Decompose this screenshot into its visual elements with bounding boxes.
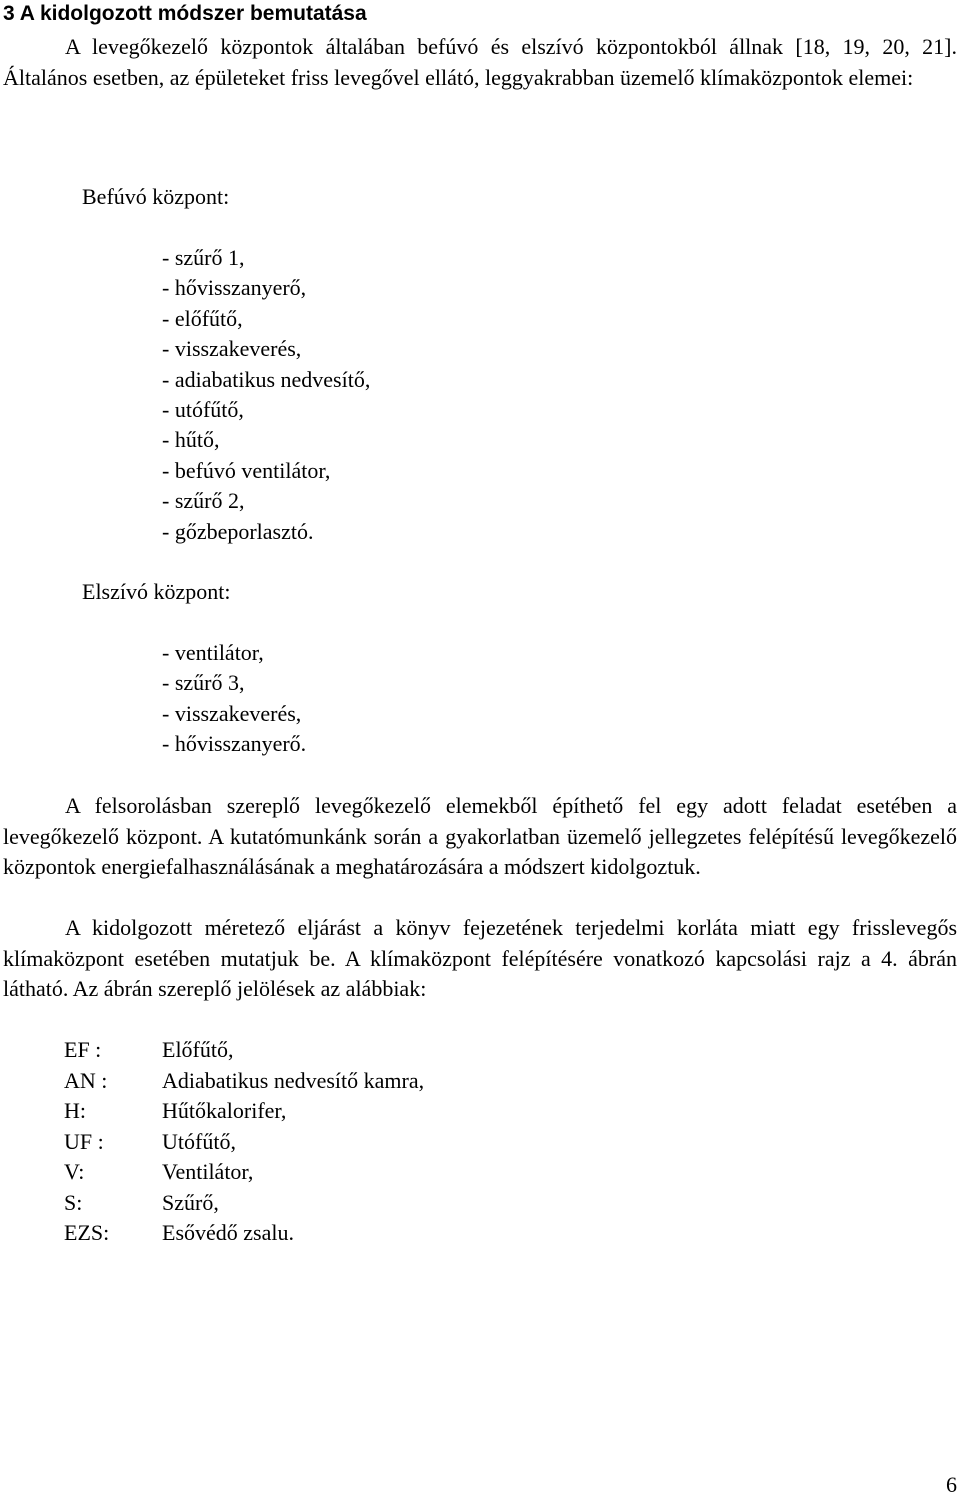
intro-paragraph: A levegőkezelő központok általában befúvó és elszívó központokból állnak [18, 19, 20, 21]. Általános esetben, az épületeket friss levegővel ellátó, leggyakrabban üzemelő klímaközpontok elemei: xyxy=(3,34,957,90)
list-item: - hővisszanyerő. xyxy=(162,731,307,757)
abbreviation-code: V: xyxy=(64,1159,85,1184)
list-item: - szűrő 1, xyxy=(162,245,245,270)
abbreviation-code: H: xyxy=(64,1098,86,1123)
exhaust-unit-label: Elszívó központ: xyxy=(82,579,231,604)
abbreviation-row xyxy=(64,1218,424,1249)
abbreviation-row xyxy=(64,1127,424,1158)
list-item: - szűrő 3, xyxy=(162,670,245,696)
abbreviation-code: UF : xyxy=(64,1128,104,1154)
abbreviation-meaning: Ventilátor, xyxy=(162,1159,254,1184)
list-item: - hűtő, xyxy=(162,427,220,453)
abbreviation-row xyxy=(64,1096,424,1127)
abbreviation-code: EZS: xyxy=(64,1220,110,1245)
list-item: - visszakeverés, xyxy=(162,700,302,726)
body-paragraph-2: A felsorolásban szereplő levegőkezelő elemekből építhető fel egy adott feladat esetében a levegőkezelő központ. A kutatómunkánk során a gyakorlatban üzemelő jellegzetes felépítésű levegőkezelő központok energiefalhasználásának a meghatározására a módszert kidolgoztuk. xyxy=(3,793,957,879)
exhaust-unit-list xyxy=(162,638,306,760)
abbreviation-code: AN : xyxy=(64,1067,108,1093)
list-item: - szűrő 2, xyxy=(162,488,245,514)
list-item: - utófűtő, xyxy=(162,396,244,422)
list-item: - adiabatikus nedvesítő, xyxy=(162,366,371,392)
abbreviation-row xyxy=(64,1066,424,1097)
page-number: 6 xyxy=(946,1472,957,1497)
list-item: - ventilátor, xyxy=(162,640,264,665)
abbreviation-meaning: Adiabatikus nedvesítő kamra, xyxy=(162,1067,425,1093)
list-item: - visszakeverés, xyxy=(162,336,302,362)
abbreviation-meaning: Utófűtő, xyxy=(162,1128,236,1154)
list-item: - gőzbeporlasztó. xyxy=(162,518,314,544)
abbreviation-list xyxy=(64,1035,424,1249)
abbreviation-meaning: Előfűtő, xyxy=(162,1037,234,1062)
abbreviation-meaning: Hűtőkalorifer, xyxy=(162,1098,287,1123)
abbreviation-row xyxy=(64,1157,424,1188)
abbreviation-row xyxy=(64,1188,424,1219)
abbreviation-row xyxy=(64,1035,424,1066)
list-item: - előfűtő, xyxy=(162,305,243,331)
supply-unit-list xyxy=(162,243,370,547)
section-heading: 3 A kidolgozott módszer bemutatása xyxy=(3,2,367,25)
body-paragraph-3: A kidolgozott méretező eljárást a könyv fejezetének terjedelmi korláta miatt egy frisslevegős klímaközpont esetében mutatjuk be. A klímaközpont felépítésére vonatkozó kapcsolási rajz a 4. ábrán látható. Az ábrán szereplő jelölések az alábbiak: xyxy=(3,915,957,1001)
list-item: - hővisszanyerő, xyxy=(162,275,307,301)
supply-unit-label: Befúvó központ: xyxy=(82,184,230,209)
list-item: - befúvó ventilátor, xyxy=(162,457,331,483)
abbreviation-meaning: Esővédő zsalu. xyxy=(162,1220,294,1245)
abbreviation-code: EF : xyxy=(64,1037,102,1062)
abbreviation-meaning: Szűrő, xyxy=(162,1189,219,1215)
abbreviation-code: S: xyxy=(64,1189,83,1215)
